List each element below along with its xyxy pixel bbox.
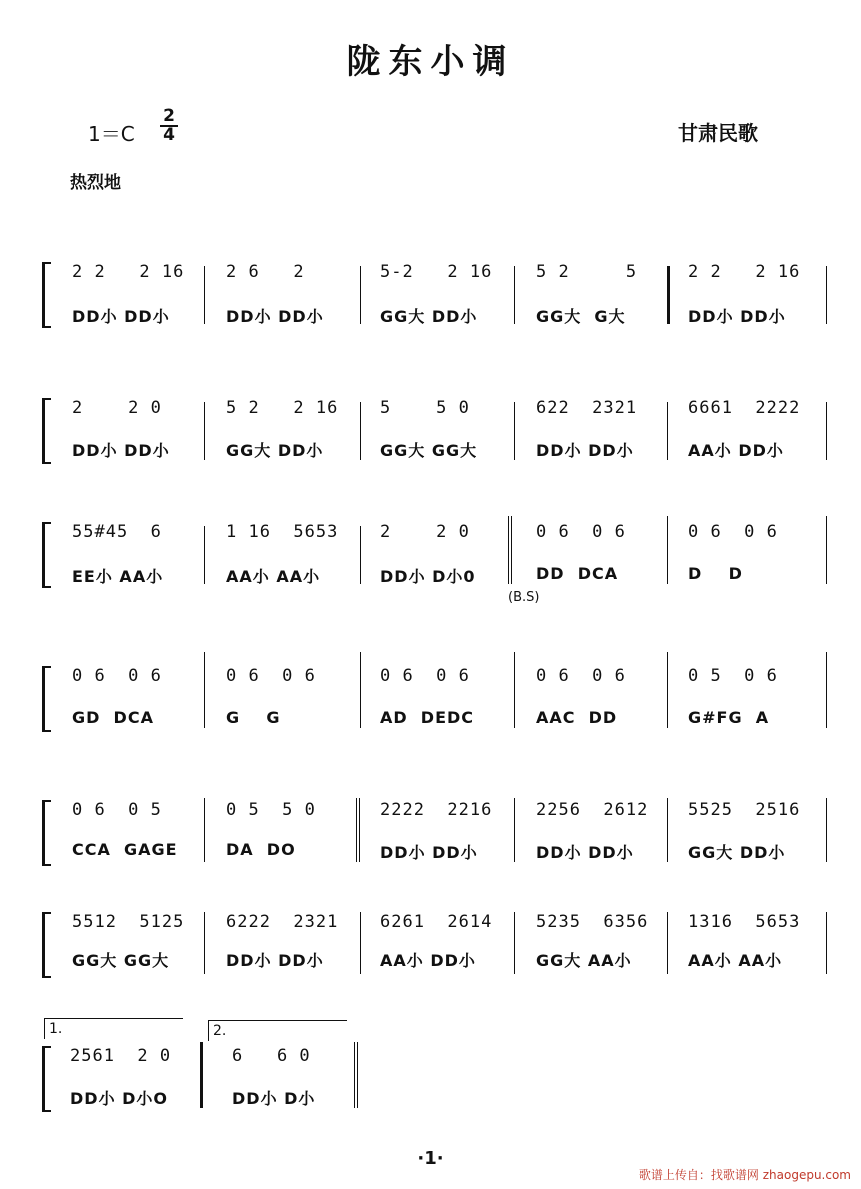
notation-line: 1316 5653 bbox=[688, 912, 801, 932]
notation-line: 2256 2612 bbox=[536, 800, 649, 820]
repeat-start-barline bbox=[667, 266, 670, 324]
percussion-line: G#FG A bbox=[688, 708, 770, 727]
percussion-line: DD小 DD小 bbox=[536, 843, 634, 862]
page-number: ·1· bbox=[417, 1148, 444, 1169]
notation-line: 6 6 0 bbox=[232, 1046, 311, 1066]
notation-line: 2 2 2 16 bbox=[688, 262, 801, 282]
score-system-5 bbox=[42, 800, 832, 866]
barline bbox=[204, 266, 205, 324]
barline bbox=[667, 516, 668, 584]
time-signature-bottom: 4 bbox=[163, 125, 175, 145]
percussion-line: DD小 D小0 bbox=[380, 567, 476, 586]
key-signature: 1＝C bbox=[88, 122, 135, 146]
notation-line: 6261 2614 bbox=[380, 912, 493, 932]
score-system-4 bbox=[42, 666, 832, 732]
bs-annotation: (B.S) bbox=[508, 590, 540, 605]
percussion-line: GG大 G大 bbox=[536, 307, 626, 326]
barline bbox=[514, 266, 515, 324]
barline bbox=[514, 798, 515, 862]
percussion-line: AA小 DD小 bbox=[688, 441, 784, 460]
final-barline bbox=[354, 1042, 358, 1108]
tempo-marking: 热烈地 bbox=[70, 173, 121, 193]
barline bbox=[360, 526, 361, 584]
percussion-line: DD小 D小 bbox=[232, 1089, 316, 1108]
notation-line: 0 6 0 6 bbox=[72, 666, 162, 686]
notation-line: 2 2 2 16 bbox=[72, 262, 185, 282]
notation-line: 2 2 0 bbox=[72, 398, 162, 418]
percussion-line: GG大 AA小 bbox=[536, 951, 632, 970]
percussion-line: DD小 D小O bbox=[70, 1089, 169, 1108]
percussion-line: DD小 DD小 bbox=[226, 307, 324, 326]
notation-line: 5 2 5 bbox=[536, 262, 638, 282]
notation-line: 0 6 0 6 bbox=[536, 522, 626, 542]
time-signature bbox=[160, 108, 178, 144]
notation-line: 0 5 5 0 bbox=[226, 800, 316, 820]
percussion-line: AA小 AA小 bbox=[226, 567, 321, 586]
barline bbox=[204, 912, 205, 974]
notation-line: 6222 2321 bbox=[226, 912, 339, 932]
score-system-1 bbox=[42, 262, 832, 328]
barline bbox=[826, 516, 827, 584]
watermark-text: 歌谱上传自：找歌谱网 zhaogepu.com bbox=[638, 1168, 851, 1182]
barline bbox=[204, 798, 205, 862]
notation-line: 0 5 0 6 bbox=[688, 666, 778, 686]
percussion-line: GG大 GG大 bbox=[72, 951, 170, 970]
percussion-line: GG大 DD小 bbox=[688, 843, 786, 862]
system-brace bbox=[42, 262, 51, 328]
percussion-line: DA DO bbox=[226, 840, 296, 859]
score-system-7 bbox=[42, 1046, 372, 1112]
notation-line: 0 6 0 6 bbox=[380, 666, 470, 686]
barline bbox=[514, 652, 515, 728]
barline bbox=[514, 912, 515, 974]
notation-line: 5512 5125 bbox=[72, 912, 185, 932]
notation-line: 0 6 0 6 bbox=[688, 522, 778, 542]
notation-line: 0 6 0 5 bbox=[72, 800, 162, 820]
barline bbox=[204, 402, 205, 460]
notation-line: 5525 2516 bbox=[688, 800, 801, 820]
repeat-start-barline bbox=[508, 516, 512, 584]
barline bbox=[360, 266, 361, 324]
notation-line: 5 5 0 bbox=[380, 398, 470, 418]
percussion-line: DD小 DD小 bbox=[688, 307, 786, 326]
barline bbox=[360, 402, 361, 460]
percussion-line: DD小 DD小 bbox=[536, 441, 634, 460]
percussion-line: DD小 DD小 bbox=[380, 843, 478, 862]
percussion-line: AA小 AA小 bbox=[688, 951, 783, 970]
barline bbox=[667, 652, 668, 728]
notation-line: 0 6 0 6 bbox=[226, 666, 316, 686]
notation-line: 2 2 0 bbox=[380, 522, 470, 542]
barline bbox=[826, 798, 827, 862]
system-brace bbox=[42, 398, 51, 464]
barline bbox=[667, 402, 668, 460]
barline bbox=[204, 652, 205, 728]
barline bbox=[826, 266, 827, 324]
system-brace bbox=[42, 522, 51, 588]
system-brace bbox=[42, 800, 51, 866]
barline bbox=[667, 798, 668, 862]
barline bbox=[826, 912, 827, 974]
volta-second-ending: 2. bbox=[208, 1020, 347, 1041]
percussion-line: GG大 DD小 bbox=[380, 307, 478, 326]
system-brace bbox=[42, 1046, 51, 1112]
percussion-line: GD DCA bbox=[72, 708, 154, 727]
repeat-end-barline bbox=[356, 798, 360, 862]
system-brace bbox=[42, 912, 51, 978]
volta-first-ending: 1. bbox=[44, 1018, 183, 1039]
barline bbox=[826, 402, 827, 460]
barline bbox=[826, 652, 827, 728]
percussion-line: G G bbox=[226, 708, 281, 727]
percussion-line: AAC DD bbox=[536, 708, 618, 727]
time-signature-top: 2 bbox=[163, 106, 175, 126]
barline bbox=[360, 652, 361, 728]
barline bbox=[360, 912, 361, 974]
percussion-line: AA小 DD小 bbox=[380, 951, 476, 970]
notation-line: 5235 6356 bbox=[536, 912, 649, 932]
score-system-2 bbox=[42, 398, 832, 464]
system-brace bbox=[42, 666, 51, 732]
percussion-line: DD小 DD小 bbox=[72, 307, 170, 326]
notation-line: 622 2321 bbox=[536, 398, 638, 418]
barline bbox=[204, 526, 205, 584]
percussion-line: GG大 GG大 bbox=[380, 441, 478, 460]
score-system-6 bbox=[42, 912, 832, 978]
notation-line: 0 6 0 6 bbox=[536, 666, 626, 686]
repeat-end-barline bbox=[200, 1042, 203, 1108]
page-title: 陇东小调 bbox=[346, 42, 515, 82]
notation-line: 55#45 6 bbox=[72, 522, 162, 542]
notation-line: 2 6 2 bbox=[226, 262, 305, 282]
percussion-line: CCA GAGE bbox=[72, 840, 178, 859]
notation-line: 6661 2222 bbox=[688, 398, 801, 418]
percussion-line: DD DCA bbox=[536, 564, 619, 583]
barline bbox=[667, 912, 668, 974]
percussion-line: D D bbox=[688, 564, 743, 583]
notation-line: 5-2 2 16 bbox=[380, 262, 493, 282]
percussion-line: DD小 DD小 bbox=[226, 951, 324, 970]
percussion-line: DD小 DD小 bbox=[72, 441, 170, 460]
percussion-line: EE小 AA小 bbox=[72, 567, 164, 586]
percussion-line: AD DEDC bbox=[380, 708, 475, 727]
percussion-line: GG大 DD小 bbox=[226, 441, 324, 460]
song-origin: 甘肃民歌 bbox=[678, 121, 758, 145]
notation-line: 1 16 5653 bbox=[226, 522, 339, 542]
barline bbox=[514, 402, 515, 460]
score-system-3 bbox=[42, 522, 832, 605]
notation-line: 5 2 2 16 bbox=[226, 398, 339, 418]
notation-line: 2561 2 0 bbox=[70, 1046, 172, 1066]
notation-line: 2222 2216 bbox=[380, 800, 493, 820]
